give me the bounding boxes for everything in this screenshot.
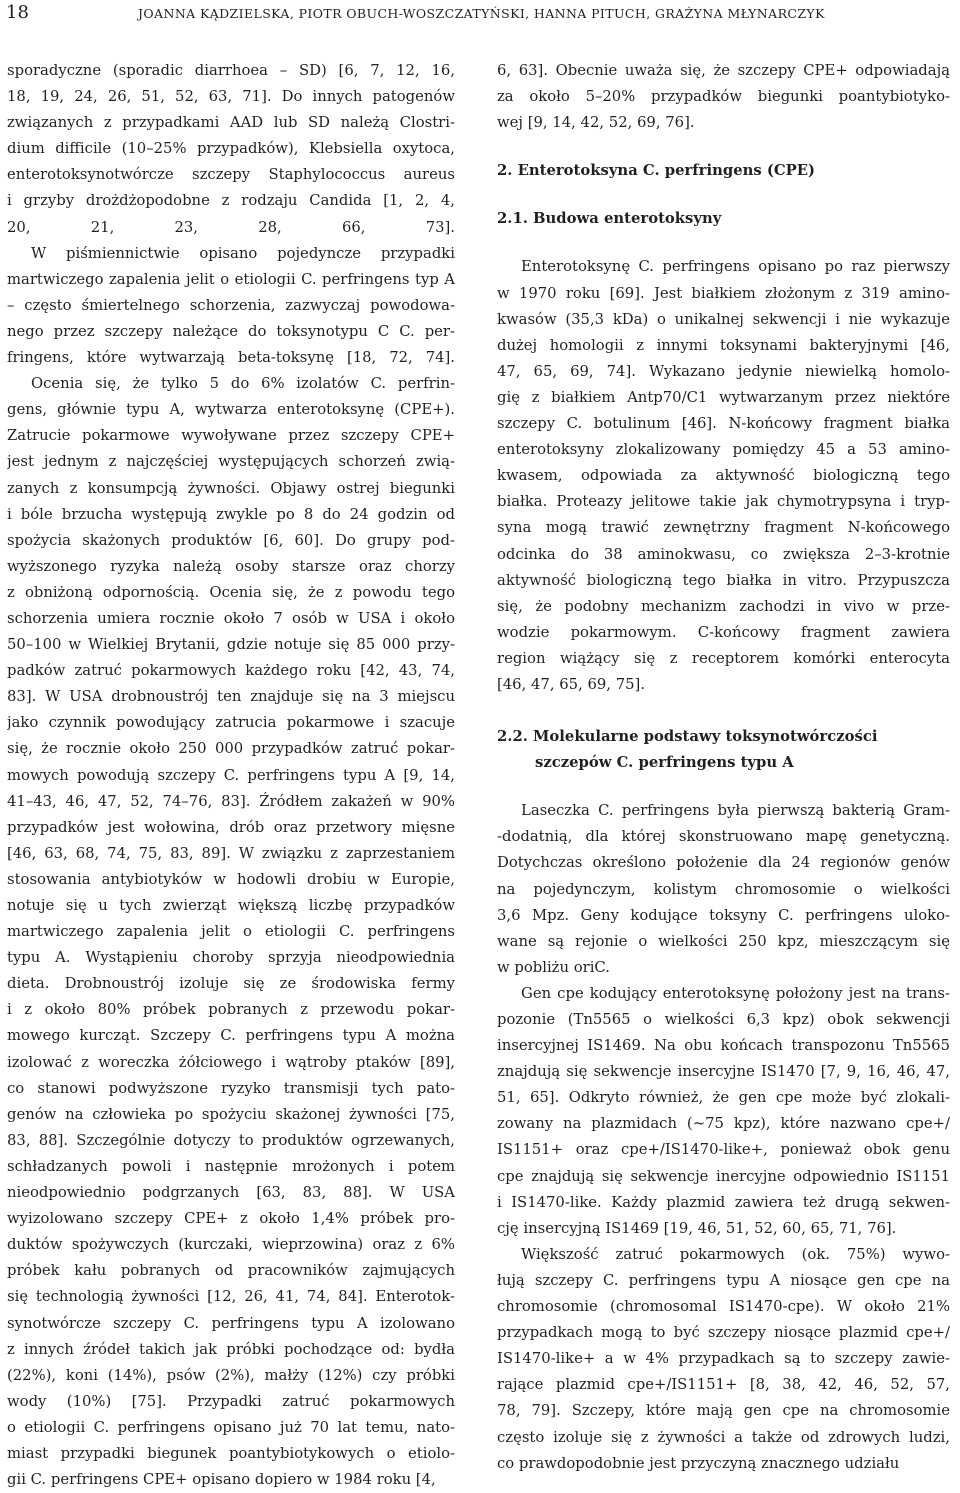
text-line: za około 5–20% przypadków biegunki poantybiotyko- — [497, 88, 950, 106]
text-line: mowych powodują szczepy C. perfringens typu A [9, 14, — [7, 766, 455, 784]
text-line: i grzyby drożdżopodobne z rodzaju Candida [1, 2, 4, — [7, 192, 455, 210]
text-line: 18, 19, 24, 26, 51, 52, 63, 71]. Do innych patogenów — [7, 88, 455, 106]
text-line: 83]. W USA drobnoustrój ten znajduje się na 3 miejscu — [7, 688, 455, 706]
text-line: spożycia skażonych produktów [6, 60]. Do grupy pod- — [7, 531, 455, 549]
text-line: dużej homologii z innymi toksynami bakteryjnymi [46, — [497, 336, 950, 354]
text-line: z innych źródeł takich jak próbki pochodzące od: bydła — [7, 1340, 455, 1358]
text-line: z obniżoną odpornością. Ocenia się, że z powodu tego — [7, 583, 455, 601]
text-line: Enterotoksynę C. perfringens opisano po raz pierwszy — [521, 258, 950, 276]
text-line: zowany na plazmidach (~75 kpz), które nazwano cpe+/ — [497, 1115, 950, 1133]
text-line: stosowania antybiotyków w hodowli drobiu w Europie, — [7, 870, 455, 888]
text-line: 51, 65]. Odkryto również, że gen cpe może być zlokali- — [497, 1089, 950, 1107]
text-line: 20, 21, 23, 28, 66, 73]. — [7, 218, 455, 236]
text-line: cpe znajdują się sekwencje inercyjne odpowiednio IS1151 — [497, 1167, 950, 1185]
text-line: genów na człowieka po spożyciu skażonej żywności [75, — [7, 1105, 455, 1123]
text-line: 3,6 Mpz. Geny kodujące toksyny C. perfringens uloko- — [497, 906, 950, 924]
right-column — [497, 58, 950, 1477]
text-line: padków zatruć pokarmowych każdego roku [42, 43, 74, — [7, 662, 455, 680]
text-line: próbek kału pobranych od pracowników zajmujących — [7, 1262, 455, 1280]
text-line: co stanowi podwyższone ryzyko transmisji tych pato- — [7, 1079, 455, 1097]
text-line: się, że podobny mechanizm zachodzi in vivo w prze- — [497, 597, 950, 615]
text-line: Dotychczas określono położenie dla 24 regionów genów — [497, 854, 950, 872]
text-line: i IS1470-like. Każdy plazmid zawiera też drugą sekwen- — [497, 1193, 950, 1211]
text-line: gens, głównie typu A, wytwarza enterotoksynę (CPE+). — [7, 401, 455, 419]
text-line: Gen cpe kodujący enterotoksynę położony jest na trans- — [521, 984, 950, 1002]
text-line: w pobliżu oriC. — [497, 958, 610, 976]
text-line: wej [9, 14, 42, 52, 69, 76]. — [497, 114, 695, 132]
text-line: notuje się u tych zwierząt większą liczbę przypadków — [7, 897, 455, 914]
text-line: gię z białkiem Antp70/C1 wytwarzanym przez niektóre — [497, 388, 950, 406]
text-line: martwiczego zapalenia jelit o etiologii C. perfringens typ A — [7, 270, 455, 288]
text-line: przypadkach mogą to być szczepy niosące plazmid cpe+/ — [497, 1324, 950, 1342]
text-line: martwiczego zapalenia jelit o etiologii C. perfringens — [7, 923, 455, 941]
text-line: znajdują się sekwencje insercyjne IS1470 [7, 9, 16, 46, 47, — [497, 1063, 950, 1081]
text-line: enterotoksyny zlokalizowany pomiędzy 45 a 53 amino- — [497, 441, 950, 459]
text-line: wyizolowano szczepy CPE+ z około 1,4% próbek pro- — [7, 1210, 455, 1228]
text-line: insercyjnej IS1469. Na obu końcach transpozonu Tn5565 — [497, 1037, 950, 1055]
text-line: Większość zatruć pokarmowych (ok. 75%) wywo- — [521, 1245, 950, 1263]
text-line: związanych z przypadkami AAD lub SD należą Clostri- — [7, 114, 455, 132]
text-line: cję insercyjną IS1469 [19, 46, 51, 52, 60, 65, 71, 76]. — [497, 1219, 897, 1237]
text-line: izolować z woreczka żółciowego i wątroby ptaków [89], — [7, 1053, 455, 1071]
text-line: syna mogą trawić zewnętrzny fragment N-końcowego — [497, 519, 950, 537]
running-head — [0, 0, 960, 36]
text-line: i bóle brzucha występują zwykle po 8 do 24 godzin od — [7, 505, 455, 523]
text-line: jest jednym z najczęściej występujących schorzeń zwią- — [7, 453, 455, 471]
text-line: schładzanych powoli i następnie mrożonych i potem — [7, 1157, 455, 1175]
section-heading-2-2-line-2: szczepów C. perfringens typu A — [535, 754, 794, 772]
text-line: (22%), koni (14%), psów (2%), małży (12%) czy próbki — [7, 1366, 455, 1384]
text-line: typu A. Wystąpieniu choroby sprzyja nieodpowiednia — [7, 949, 455, 967]
text-line: synotwórcze szczepy C. perfringens typu A izolowano — [7, 1314, 455, 1332]
paragraph-cpe-gene — [497, 981, 950, 1242]
page-number: 18 — [6, 2, 29, 23]
text-line: wodzie pokarmowym. C-końcowy fragment zawiera — [497, 623, 950, 641]
text-line: dieta. Drobnoustrój izoluje się ze środowiska fermy — [7, 975, 455, 993]
text-line: 47, 65, 69, 74]. Wykazano jedynie niewielką homolo- — [497, 362, 950, 380]
text-line: białka. Proteazy jelitowe takie jak chymotrypsyna i tryp- — [497, 493, 950, 511]
text-line: o etiologii C. perfringens opisano już 70 lat temu, nato- — [7, 1418, 455, 1436]
running-title-authors: JOANNA KĄDZIELSKA, PIOTR OBUCH-WOSZCZATYŃSKI, HANNA PITUCH, GRAŻYNA MŁYNARCZYK — [138, 6, 825, 21]
text-line: aktywność biologiczną tego białka in vitro. Przypuszcza — [497, 571, 950, 589]
text-line: rające plazmid cpe+/IS1151+ [8, 38, 42, 46, 52, 57, — [497, 1376, 950, 1394]
text-line: region wiążący się z receptorem komórki enterocyta — [497, 649, 950, 667]
text-line: [46, 63, 68, 74, 75, 83, 89]. W związku z zaprzestaniem — [7, 844, 455, 862]
text-line: nieodpowiednio podgrzanych [63, 83, 88]. W USA — [7, 1184, 455, 1202]
text-line: duktów spożywczych (kurczaki, wieprzowina) oraz z 6% — [7, 1236, 455, 1254]
paragraph-enterotoxin-structure — [497, 254, 950, 698]
text-line: kwasów (35,3 kDa) o unikalnej sekwencji i nie wykazuje — [497, 310, 950, 328]
text-line: IS1151+ oraz cpe+/IS1470-like+, ponieważ obok genu — [497, 1141, 950, 1159]
paragraph-genetic-map — [497, 798, 950, 981]
section-heading-2: 2. Enterotoksyna C. perfringens (CPE) — [497, 162, 816, 180]
text-line: sporadyczne (sporadic diarrhoea – SD) [6, 7, 12, 16, — [7, 62, 455, 79]
text-line: -dodatnią, dla której skonstruowano mapę genetyczną. — [497, 828, 950, 846]
text-line: co prawdopodobnie jest przyczyną znacznego udziału — [497, 1454, 900, 1472]
text-line: 83, 88]. Szczególnie dotyczy to produktów ogrzewanych, — [7, 1131, 455, 1149]
text-line: mowego kurcząt. Szczepy C. perfringens typu A można — [7, 1027, 455, 1045]
text-line: szczepy C. botulinum [46]. N-końcowy fragment białka — [497, 415, 950, 433]
text-line: [46, 47, 65, 69, 75]. — [497, 675, 646, 693]
text-line: wody (10%) [75]. Przypadki zatruć pokarmowych — [7, 1392, 455, 1410]
text-line: IS1470-like+ a w 4% przypadkach są to szczepy zawie- — [497, 1350, 950, 1368]
text-line: przypadków jest wołowina, drób oraz przetwory mięsne — [7, 818, 455, 836]
text-line: dium difficile (10–25% przypadków), Klebsiella oxytoca, — [7, 140, 455, 158]
text-line: wyższonego ryzyka należą osoby starsze oraz chorzy — [7, 557, 455, 575]
text-line: fringens, które wytwarzają beta-toksynę [18, 72, 74]. — [7, 349, 455, 367]
paragraph-food-poisoning-strains — [497, 1242, 950, 1477]
section-heading-2-1: 2.1. Budowa enterotoksyny — [497, 210, 722, 228]
text-line: jako czynnik powodujący zatrucia pokarmowe i szacuje — [7, 714, 455, 732]
text-line: wane są rejonie o wielkości 250 kpz, mieszczącym się — [497, 932, 950, 950]
text-line: i z około 80% próbek pobranych z przewodu pokar- — [7, 1001, 455, 1019]
text-line: chromosomie (chromosomal IS1470-cpe). W około 21% — [497, 1298, 950, 1316]
text-line: schorzenia umiera rocznie około 7 osób w USA i około — [7, 609, 455, 627]
text-line: często izoluje się z żywności a także od zdrowych ludzi, — [497, 1428, 950, 1446]
text-line: się technologią żywności [12, 26, 41, 74, 84]. Enterotok- — [7, 1288, 455, 1306]
section-heading-2-2-line-1: 2.2. Molekularne podstawy toksynotwórczości — [497, 728, 878, 746]
text-line: Ocenia się, że tylko 5 do 6% izolatów C. perfrin- — [31, 375, 455, 393]
text-line: Laseczka C. perfringens była pierwszą bakterią Gram- — [521, 802, 950, 820]
text-line: nego przez szczepy należące do toksynotypu C C. per- — [7, 322, 455, 340]
text-line: enterotoksynotwórcze szczepy Staphylococcus aureus — [7, 166, 455, 184]
text-line: na pojedynczym, kolistym chromosomie o wielkości — [497, 880, 950, 898]
text-line: W piśmiennictwie opisano pojedyncze przypadki — [31, 244, 455, 262]
right-intro-paragraph — [497, 58, 950, 136]
text-line: pozonie (Tn5565 o wielkości 6,3 kpz) obok sekwencji — [497, 1011, 950, 1028]
text-line: się, że rocznie około 250 000 przypadków zatruć pokar- — [7, 740, 455, 758]
text-line: 78, 79]. Szczepy, które mają gen cpe na chromosomie — [497, 1402, 950, 1420]
text-line: – często śmiertelnego schorzenia, zazwyczaj powodowa- — [7, 296, 455, 314]
text-line: gii C. perfringens CPE+ opisano dopiero w 1984 roku [4, — [7, 1471, 436, 1489]
left-column — [7, 58, 455, 1493]
text-line: zanych z konsumpcją żywności. Objawy ostrej biegunki — [7, 479, 455, 497]
text-line: miast przypadki biegunek poantybiotykowych o etiolo- — [7, 1444, 455, 1462]
text-line: łują szczepy C. perfringens typu A niosące gen cpe na — [497, 1271, 950, 1289]
text-line: Zatrucie pokarmowe wywoływane przez szczepy CPE+ — [7, 427, 455, 445]
text-line: odcinka do 38 aminokwasu, co zwiększa 2–3-krotnie — [497, 545, 950, 563]
text-line: 41–43, 46, 47, 52, 74–76, 83]. Źródłem zakażeń w 90% — [7, 792, 455, 810]
text-line: w 1970 roku [69]. Jest białkiem złożonym z 319 amino- — [497, 284, 950, 302]
text-line: 6, 63]. Obecnie uważa się, że szczepy CPE+ odpowiadają — [497, 62, 950, 79]
text-line: 50–100 w Wielkiej Brytanii, gdzie notuje się 85 000 przy- — [7, 636, 455, 654]
text-line: kwasem, odpowiada za aktywność biologiczną tego — [497, 467, 950, 485]
